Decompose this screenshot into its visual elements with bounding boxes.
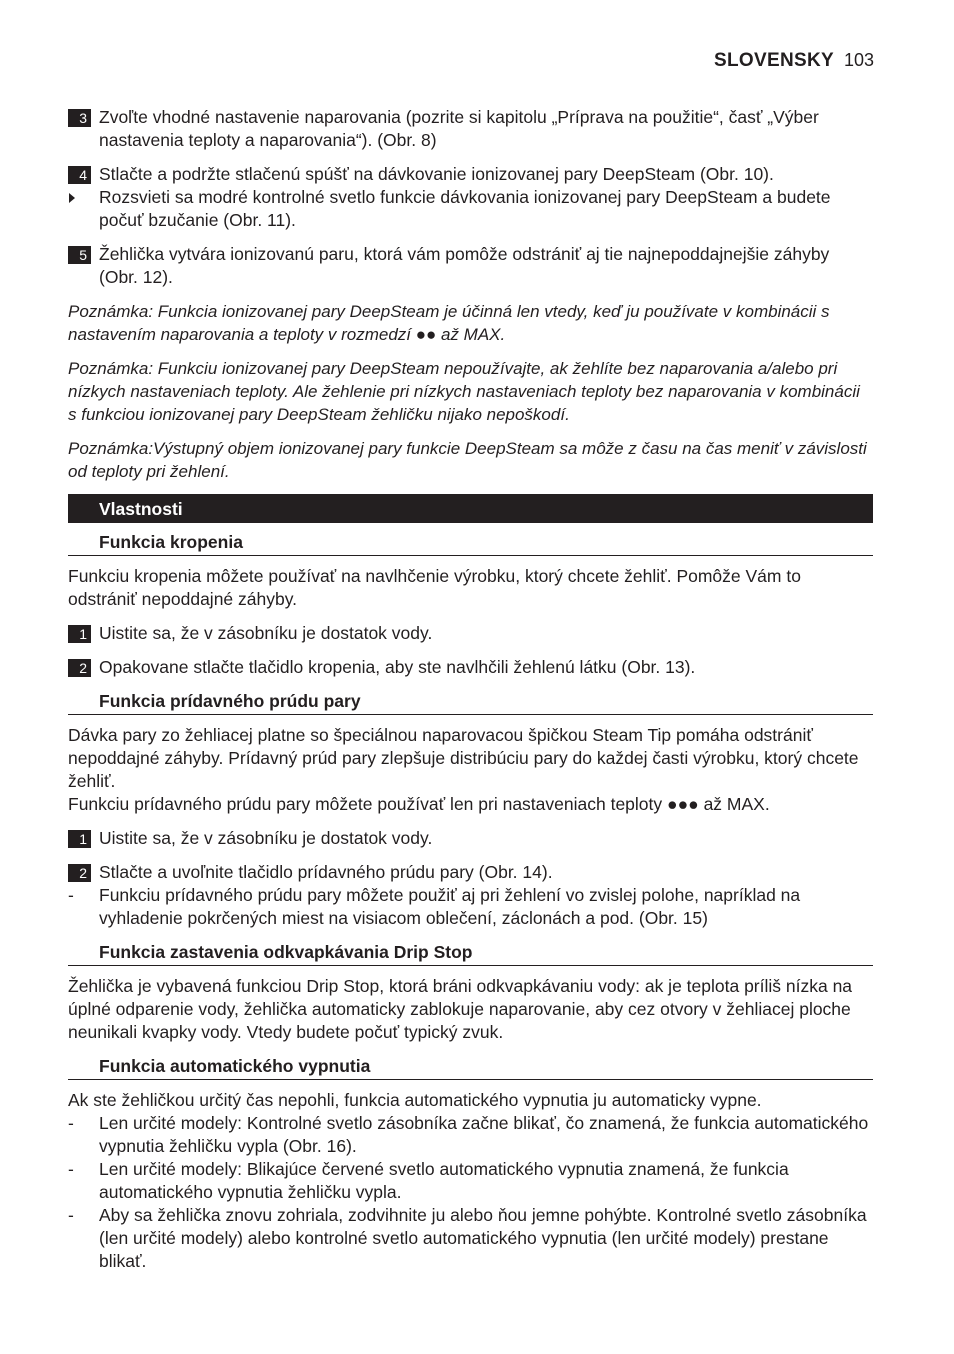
step-text: Zvoľte vhodné nastavenie naparovania (pozrite si kapitolu „Príprava na použitie“, časť „Výber nastavenia teploty a naparovania“). (Obr. 8) (99, 107, 819, 150)
spray-step-1 (68, 622, 873, 645)
subheading-dripstop: Funkcia zastavenia odkvapkávania Drip Stop (68, 941, 873, 966)
step-text: Uistite sa, že v zásobníku je dostatok vody. (99, 623, 433, 643)
spray-step-2 (68, 656, 873, 679)
step-number: 2 (68, 864, 91, 882)
section-title: Vlastnosti (68, 494, 873, 523)
step-text: Stlačte a podržte stlačenú spúšť na dávkovanie ionizovanej pary DeepSteam (Obr. 10). (99, 164, 774, 184)
dash-marker: - (68, 1159, 74, 1179)
spray-intro: Funkciu kropenia môžete používať na navlhčenie výrobku, ktorý chcete žehliť. Pomôže Vám to odstrániť nepoddajné záhyby. (68, 566, 801, 609)
note-3: Poznámka:Výstupný objem ionizovanej pary funkcie DeepSteam sa môže z času na čas meniť v závislosti od teploty pri žehlení. (68, 439, 867, 481)
dash-marker: - (68, 885, 74, 905)
autooff-item-1 (68, 1112, 873, 1158)
dash-text: Funkciu prídavného prúdu pary môžete použiť aj pri žehlení vo zvislej polohe, napríklad na vyhladenie pokrčených miest na visiacom oblečení, záclonách a pod. (Obr. 15) (99, 885, 801, 928)
dash-marker: - (68, 1113, 74, 1133)
step-number: 4 (68, 166, 91, 184)
step-number: 3 (68, 109, 91, 127)
autooff-item-3 (68, 1204, 873, 1273)
autooff-item-2 (68, 1158, 873, 1204)
step-number: 5 (68, 246, 91, 264)
page-number: 103 (843, 50, 874, 70)
page-content (68, 106, 873, 1273)
note-1: Poznámka: Funkcia ionizovanej pary DeepSteam je účinná len vtedy, keď ju používate v kombinácii s nastavením naparovania a teploty v rozmedzí ●● až MAX. (68, 302, 830, 344)
dash-text: Aby sa žehlička znovu zohriala, zodvihnite ju alebo ňou jemne pohýbte. Kontrolné svetlo zásobníka (len určité modely) alebo kontrolné svetlo automatického vypnutia (len určité modely) prestane blikať. (99, 1205, 867, 1271)
language-label: SLOVENSKY (714, 50, 834, 71)
page-header (714, 49, 874, 73)
step-text: Žehlička vytvára ionizovanú paru, ktorá vám pomôže odstrániť aj tie najnepoddajnejšie záhyby (Obr. 12). (99, 244, 830, 287)
step-number: 2 (68, 659, 91, 677)
autooff-intro: Ak ste žehličkou určitý čas nepohli, funkcia automatického vypnutia ju automaticky vypne. (68, 1090, 762, 1110)
dash-text: Len určité modely: Kontrolné svetlo zásobníka začne blikať, čo znamená, že funkcia automatického vypnutia žehličku vypla (Obr. 16). (99, 1113, 869, 1156)
step-5 (68, 243, 873, 289)
dash-marker: - (68, 1205, 74, 1225)
shot-dash-item (68, 884, 873, 930)
shot-step-1 (68, 827, 873, 850)
triangle-bullet-icon (69, 193, 75, 203)
step-text: Opakovane stlačte tlačidlo kropenia, aby ste navlhčili žehlenú látku (Obr. 13). (99, 657, 696, 677)
step-number: 1 (68, 830, 91, 848)
dripstop-text: Žehlička je vybavená funkciou Drip Stop, ktorá bráni odkvapkávaniu vody: ak je teplota príliš nízka na úplné odparenie vody, žehlička automaticky zablokuje naparovanie, aby cez otvory v žehliacej ploche neunikali kvapky vody. Vtedy budete počuť typický zvuk. (68, 976, 853, 1042)
subheading-autooff: Funkcia automatického vypnutia (68, 1055, 873, 1080)
step-3 (68, 106, 873, 152)
shot-intro-2: Funkciu prídavného prúdu pary môžete používať len pri nastaveniach teploty ●●● až MAX. (68, 794, 770, 814)
bullet-text: Rozsvieti sa modré kontrolné svetlo funkcie dávkovania ionizovanej pary DeepSteam a budete počuť bzučanie (Obr. 11). (99, 187, 831, 230)
step-4 (68, 163, 873, 186)
shot-intro: Dávka pary zo žehliacej platne so špeciálnou naparovacou špičkou Steam Tip pomáha odstrániť nepoddajné záhyby. Prídavný prúd pary zlepšuje distribúciu pary do každej časti výrobku, ktorý chcete žehliť. (68, 725, 859, 791)
step-text: Stlačte a uvoľnite tlačidlo prídavného prúdu pary (Obr. 14). (99, 862, 553, 882)
shot-step-2 (68, 861, 873, 884)
result-bullet (68, 186, 873, 232)
note-2: Poznámka: Funkciu ionizovanej pary DeepSteam nepoužívajte, ak žehlíte bez naparovania a/alebo pri nízkych nastaveniach teploty. Ale žehlenie pri nízkych nastaveniach teploty bez naparovania v kombinácii s funkciou ionizovanej pary DeepSteam žehličku nijako nepoškodí. (68, 359, 860, 424)
step-number: 1 (68, 625, 91, 643)
dash-text: Len určité modely: Blikajúce červené svetlo automatického vypnutia znamená, že funkcia automatického vypnutia žehličku vypla. (99, 1159, 789, 1202)
subheading-shot: Funkcia prídavného prúdu pary (68, 690, 873, 715)
subheading-spray: Funkcia kropenia (68, 531, 873, 556)
step-text: Uistite sa, že v zásobníku je dostatok vody. (99, 828, 433, 848)
